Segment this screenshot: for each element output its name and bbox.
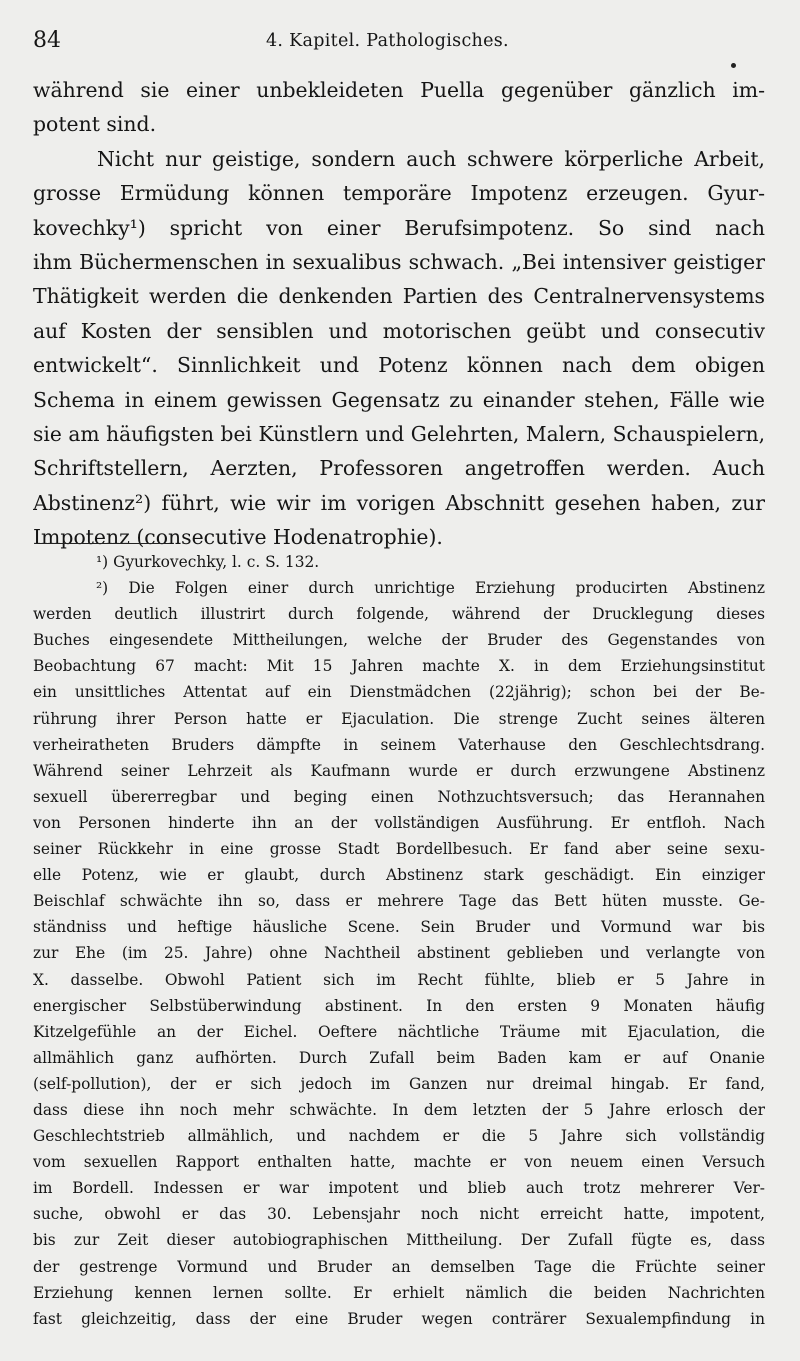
footnote-line: Beischlaf schwächte ihn so, dass er mehrere Tage das Bett hüten musste. Ge- xyxy=(33,892,765,911)
footnote-line: ständniss und heftige häusliche Scene. Sein Bruder und Vormund war bis xyxy=(33,918,765,937)
footnote-line: (self-pollution), der er sich jedoch im Ganzen nur dreimal hingab. Er fand, xyxy=(33,1074,765,1093)
footnote-line: seiner Rückkehr in eine grosse Stadt Bordellbesuch. Er fand aber seine sexu- xyxy=(33,840,765,859)
footnote-line: werden deutlich illustrirt durch folgende, während der Drucklegung dieses xyxy=(33,605,765,624)
running-title: 4. Kapitel. Pathologisches. xyxy=(266,31,509,51)
text-line: potent sind. xyxy=(33,112,157,137)
text-line: Schriftstellern, Aerzten, Professoren angetroffen werden. Auch xyxy=(33,456,765,481)
text-line: auf Kosten der sensiblen und motorischen geübt und consecutiv xyxy=(33,318,765,343)
footnote-line: ein unsittliches Attentat auf ein Dienstmädchen (22jährig); schon bei der Be- xyxy=(33,683,765,702)
print-speck xyxy=(731,63,736,68)
text-line: entwickelt“. Sinnlichkeit und Potenz können nach dem obigen xyxy=(33,353,765,378)
text-line: sie am häufigsten bei Künstlern und Gelehrten, Malern, Schauspielern, xyxy=(33,421,765,446)
text-line: grosse Ermüdung können temporäre Impotenz erzeugen. Gyur- xyxy=(33,181,765,206)
footnote-line: X. dasselbe. Obwohl Patient sich im Recht fühlte, blieb er 5 Jahre in xyxy=(33,970,765,989)
footnote-line: zur Ehe (im 25. Jahre) ohne Nachtheil abstinent geblieben und verlangte von xyxy=(33,944,765,963)
footnotes xyxy=(33,549,765,1332)
footnote-line: im Bordell. Indessen er war impotent und blieb auch trotz mehrerer Ver- xyxy=(33,1179,765,1198)
page-number: 84 xyxy=(33,28,61,53)
footnote-line: bis zur Zeit dieser autobiographischen Mittheilung. Der Zufall fügte es, dass xyxy=(33,1231,765,1250)
footnote-line: sexuell übererregbar und beging einen Nothzuchtsversuch; das Herannahen xyxy=(33,787,765,806)
footnote-line: Beobachtung 67 macht: Mit 15 Jahren machte X. in dem Erziehungsinstitut xyxy=(33,657,765,676)
text-line: Abstinenz²) führt, wie wir im vorigen Abschnitt gesehen haben, zur xyxy=(33,490,765,515)
footnote-line: von Personen hinderte ihn an der vollständigen Ausführung. Er entfloh. Nach xyxy=(33,813,765,832)
text-line: kovechky¹) spricht von einer Berufsimpotenz. So sind nach xyxy=(33,215,765,240)
footnote-line: Geschlechtstrieb allmählich, und nachdem er die 5 Jahre sich vollständig xyxy=(33,1127,765,1146)
text-line: Impotenz (consecutive Hodenatrophie). xyxy=(33,525,443,550)
text-line: ihm Büchermenschen in sexualibus schwach. „Bei intensiver geistiger xyxy=(33,249,765,274)
footnote-line: elle Potenz, wie er glaubt, durch Abstinenz stark geschädigt. Ein einziger xyxy=(33,866,765,885)
footnote-line: dass diese ihn noch mehr schwächte. In dem letzten der 5 Jahre erlosch der xyxy=(33,1100,765,1119)
footnote-line: Kitzelgefühle an der Eichel. Oeftere nächtliche Träume mit Ejaculation, die xyxy=(33,1022,765,1041)
footnote-line: ²) Die Folgen einer durch unrichtige Erziehung producirten Abstinenz xyxy=(96,579,765,598)
footnote-line: ¹) Gyurkovechky, l. c. S. 132. xyxy=(96,553,320,571)
footnote-line: allmählich ganz aufhörten. Durch Zufall beim Baden kam er auf Onanie xyxy=(33,1048,765,1067)
main-text xyxy=(33,73,765,554)
footnote-rule xyxy=(35,543,170,544)
footnote-line: Erziehung kennen lernen sollte. Er erhielt nämlich die beiden Nachrichten xyxy=(33,1283,765,1302)
footnote-line: suche, obwohl er das 30. Lebensjahr noch nicht erreicht hatte, impotent, xyxy=(33,1205,765,1224)
footnote-line: der gestrenge Vormund und Bruder an demselben Tage die Früchte seiner xyxy=(33,1257,765,1276)
footnote-line: Während seiner Lehrzeit als Kaufmann wurde er durch erzwungene Abstinenz xyxy=(33,761,765,780)
text-line: Schema in einem gewissen Gegensatz zu einander stehen, Fälle wie xyxy=(33,387,765,412)
text-line: Thätigkeit werden die denkenden Partien des Centralnervensystems xyxy=(33,284,765,309)
footnote-line: fast gleichzeitig, dass der eine Bruder wegen conträrer Sexualempfindung in xyxy=(33,1309,765,1328)
page-header xyxy=(33,28,760,62)
footnote-line: vom sexuellen Rapport enthalten hatte, machte er von neuem einen Versuch xyxy=(33,1153,765,1172)
footnote-line: rührung ihrer Person hatte er Ejaculation. Die strenge Zucht seines älteren xyxy=(33,709,765,728)
footnote-line: energischer Selbstüberwindung abstinent. In den ersten 9 Monaten häufig xyxy=(33,996,765,1015)
text-line: Nicht nur geistige, sondern auch schwere körperliche Arbeit, xyxy=(97,146,765,171)
text-line: während sie einer unbekleideten Puella gegenüber gänzlich im- xyxy=(33,78,765,102)
footnote-line: Buches eingesendete Mittheilungen, welche der Bruder des Gegenstandes von xyxy=(33,631,765,650)
footnote-line: verheiratheten Bruders dämpfte in seinem Vaterhause den Geschlechtsdrang. xyxy=(33,735,765,754)
